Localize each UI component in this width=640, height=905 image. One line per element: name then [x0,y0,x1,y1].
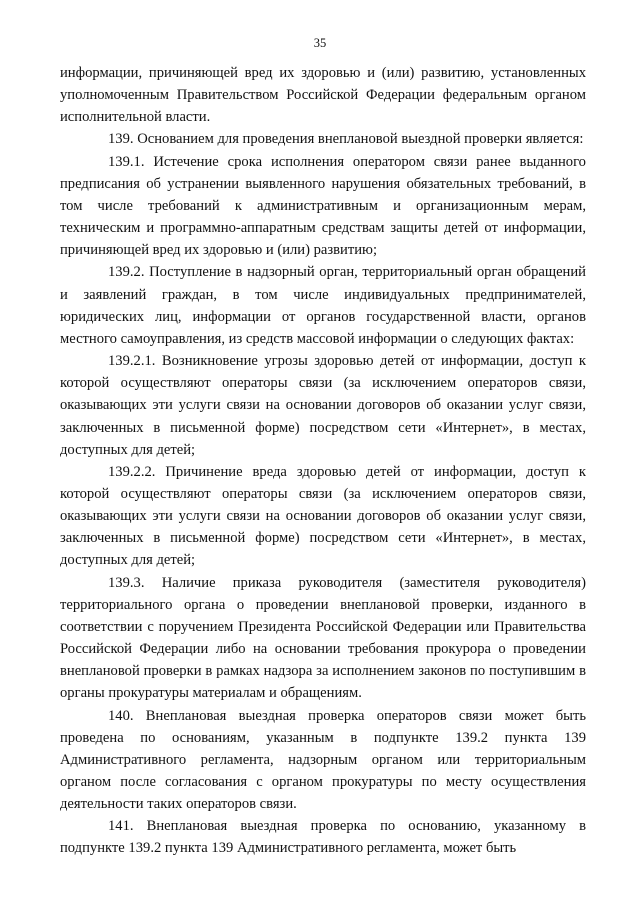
paragraph-139-2-1 [60,350,586,461]
paragraph-text: Возникновение угрозы здоровью детей от информации, доступ к которой осуществляют операторы связи (за исключением операторов связи, оказывающих эти услуги связи на основании договоров об оказании услуг связи, заключенных в письменной форме) посредством сети «Интернет», в местах, доступных для детей; [60,353,586,458]
paragraph-139-3 [60,572,586,705]
paragraph-139-2 [60,261,586,350]
paragraph-text: Наличие приказа руководителя (заместителя руководителя) территориального органа о проведении внеплановой проверки, изданного в соответствии с поручением Президента Российской Федерации или Правительства Российской Федерации либо на основании требования прокурора о проведении внеплановой проверки в рамках надзора за исполнением законов по поступившим в органы прокуратуры материалам и обращениям. [60,574,586,702]
paragraph-number: 139.2. [108,264,145,281]
paragraph-number: 139.2.1. [108,353,156,370]
paragraph-number: 139. [108,131,134,148]
paragraph-text: Истечение срока исполнения оператором связи ранее выданного предписания об устранении выявленного нарушения обязательных требований, в том числе требований к административным и организационным мерам, техническим и программно-аппаратным средствам защиты детей от информации, причиняющей вред их здоровью и (или) развитию; [60,153,586,259]
paragraph-139 [60,128,586,150]
paragraph-140 [60,705,586,816]
paragraph-text: Причинение вреда здоровью детей от информации, доступ к которой осуществляют операторы связи (за исключением операторов связи, оказывающих эти услуги связи на основании договоров об оказании услуг связи, заключенных в письменной форме) посредством сети «Интернет», в местах, доступных для детей; [60,463,586,569]
paragraph-text: Внеплановая выездная проверка по основанию, указанному в подпункте 139.2 пункта 139 Административного регламента, может быть [60,818,586,857]
paragraph-text: Внеплановая выездная проверка операторов связи может быть проведена по основаниям, указанным в подпункте 139.2 пункта 139 Административного регламента, надзорным органом или территориальным органом после согласования с органом прокуратуры по месту осуществления деятельности таких операторов связи. [60,707,587,813]
paragraph-139-1 [60,151,586,262]
paragraph-text: информации, причиняющей вред их здоровью и (или) развитию, установленных уполномоченным Правительством Российской Федерации федеральным органом исполнительной власти. [60,65,586,126]
paragraph-text: Поступление в надзорный орган, территориальный орган обращений и заявлений граждан, в том числе индивидуальных предпринимателей, юридических лиц, информации от органов государственной власти, органов местного самоуправления, из средств массовой информации о следующих фактах: [60,264,586,347]
paragraph-number: 139.2.2. [108,463,156,480]
page-number: 35 [313,36,327,50]
document-body [60,62,586,860]
paragraph-number: 141. [108,818,134,835]
paragraph-number: 139.3. [108,574,145,591]
paragraph-continuation [60,62,586,128]
paragraph-number: 140. [108,707,134,724]
paragraph-141 [60,815,586,859]
paragraph-number: 139.1. [108,153,145,170]
paragraph-139-2-2 [60,461,586,572]
paragraph-text: Основанием для проведения внеплановой выездной проверки является: [137,131,584,148]
